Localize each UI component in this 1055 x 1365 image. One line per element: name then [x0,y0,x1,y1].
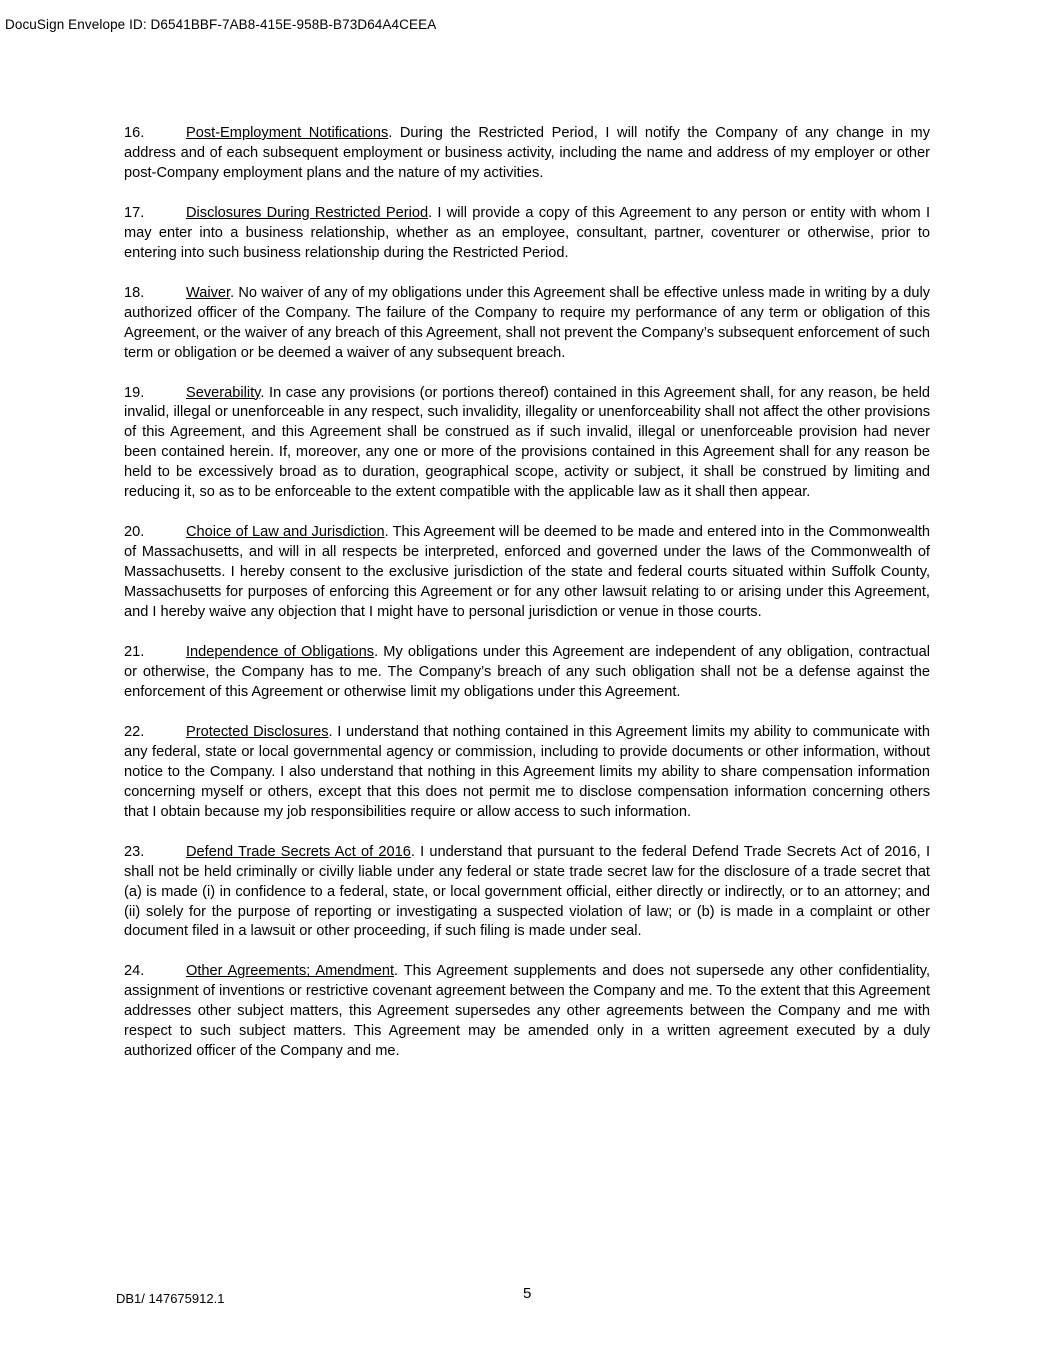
section-heading: Waiver [186,284,231,301]
section-number: 20. [124,524,145,541]
section-body: . This Agreement supplements and does not supersede any other confidentiality, assignment of inventions or restrictive covenant agreement between the Company and me. To the extent that this Agreement addresses other subject matters, this Agreement supersedes any other agreements between the Company and me with respect to such subject matters. This Agreement may be amended only in a written agreement executed by a duly authorized officer of the Company and me. [124,963,931,1060]
section-body: . I will provide a copy of this Agreement to any person or entity with whom I may enter into a business relationship, whether as an employee, consultant, partner, coventurer or otherwise, prior to entering into such business relationship during the Restricted Period. [124,204,931,261]
section-number: 22. [124,723,145,740]
section-number: 16. [124,125,145,141]
section-body: . No waiver of any of my obligations under this Agreement shall be effective unless made in writing by a duly authorized officer of the Company. The failure of the Company to require my performance of any term or obligation of this Agreement, or the waiver of any breach of this Agreement, shall not prevent the Company’s subsequent enforcement of such term or obligation or be deemed a waiver of any subsequent breach. [124,284,930,361]
section-heading: Post-Employment Notifications [186,125,389,141]
section-19 [124,384,930,504]
section-body: . I understand that pursuant to the federal Defend Trade Secrets Act of 2016, I shall not be held criminally or civilly liable under any federal or state trade secret law for the disclosure of a trade secret that (a) is made (i) in confidence to a federal, state, or local government official, either directly or indirectly, or to an attorney; and (ii) solely for the purpose of reporting or investigating a suspected violation of law; or (b) is made in a complaint or other document filed in a lawsuit or other proceeding, if such filing is made under seal. [124,843,930,940]
section-16 [124,124,930,184]
section-body: . This Agreement will be deemed to be made and entered into in the Commonwealth of Massachusetts, and will in all respects be interpreted, enforced and governed under the laws of the Commonwealth of Massachusetts. I hereby consent to the exclusive jurisdiction of the state and federal courts situated within Suffolk County, Massachusetts for purposes of enforcing this Agreement or for any other lawsuit relating to or arising under this Agreement, and I hereby waive any objection that I might have to personal jurisdiction or venue in those courts. [124,524,930,621]
section-heading: Independence of Obligations [186,644,375,661]
section-21 [124,643,930,703]
section-18 [124,284,930,364]
section-heading: Choice of Law and Jurisdiction [186,524,385,541]
page-number: 5 [523,1285,532,1302]
section-heading: Defend Trade Secrets Act of 2016 [186,843,411,860]
section-heading: Protected Disclosures [186,723,329,740]
section-22 [124,723,930,823]
section-20 [124,523,930,623]
section-17 [124,204,930,264]
section-body: . I understand that nothing contained in this Agreement limits my ability to communicate with any federal, state or local governmental agency or commission, including to provide documents or other information, without notice to the Company. I also understand that nothing in this Agreement limits my ability to share compensation information concerning myself or others, except that this does not permit me to disclose compensation information concerning others that I obtain because my job responsibilities require or allow access to such information. [124,723,930,820]
section-body: . My obligations under this Agreement are independent of any obligation, contractual or otherwise, the Company has to me. The Company’s breach of any such obligation shall not be a defense against the enforcement of this Agreement or otherwise limit my obligations under this Agreement. [124,644,930,700]
footer-document-id: DB1/ 147675912.1 [116,1291,225,1306]
section-23 [124,843,930,943]
section-heading: Severability [186,384,261,401]
section-24 [124,962,930,1062]
section-number: 24. [124,963,145,980]
section-heading: Other Agreements; Amendment [186,963,395,980]
docusign-envelope-id: DocuSign Envelope ID: D6541BBF-7AB8-415E-958B-B73D64A4CEEA [5,17,437,32]
section-body: . During the Restricted Period, I will notify the Company of any change in my address and of each subsequent employment or business activity, including the name and address of my employer or other post-Company employment plans and the nature of my activities. [124,125,930,181]
section-number: 17. [124,204,145,221]
section-body: . In case any provisions (or portions thereof) contained in this Agreement shall, for any reason, be held invalid, illegal or unenforceable in any respect, such invalidity, illegality or unenforceability shall not affect the other provisions of this Agreement, and this Agreement shall be construed as if such invalid, illegal or unenforceable provision had never been contained herein. If, moreover, any one or more of the provisions contained in this Agreement shall for any reason be held to be excessively broad as to duration, geographical scope, activity or subject, it shall be construed by limiting and reducing it, so as to be enforceable to the extent compatible with the applicable law as it shall then appear. [124,384,930,501]
section-number: 21. [124,644,145,661]
document-body [124,124,930,1082]
section-number: 19. [124,384,145,401]
section-number: 18. [124,284,145,301]
section-heading: Disclosures During Restricted Period [186,204,429,221]
section-number: 23. [124,843,145,860]
